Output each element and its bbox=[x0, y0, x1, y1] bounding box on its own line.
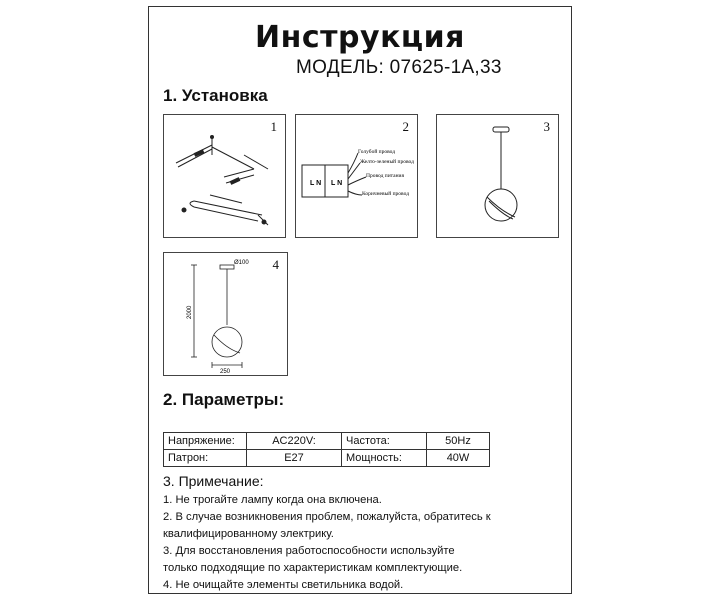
note-line: 1. Не трогайте лампу когда она включена. bbox=[163, 494, 382, 506]
figure-number: 3 bbox=[543, 119, 550, 134]
figure-number: 4 bbox=[272, 257, 279, 272]
param-label: Мощность: bbox=[342, 450, 427, 467]
param-value: 40W bbox=[427, 450, 490, 467]
notes-heading: 3. Примечание: bbox=[163, 473, 264, 489]
figure-4-dimensions bbox=[163, 252, 288, 376]
wire-label-blue: Голубой провод bbox=[358, 149, 396, 155]
param-label: Частота: bbox=[342, 433, 427, 450]
wire-label-yellow-green: Желто-зеленый провод bbox=[360, 159, 414, 165]
dimension-width: 250 bbox=[220, 369, 231, 375]
terminal-mark-left: L N bbox=[310, 180, 322, 187]
param-value: E27 bbox=[247, 450, 342, 467]
note-line: квалифицированному электрику. bbox=[163, 528, 334, 540]
parameters-table bbox=[163, 432, 490, 467]
bracket-drawing bbox=[164, 115, 287, 239]
figure-1-mounting-bracket bbox=[163, 114, 286, 238]
note-line: 2. В случае возникновения проблем, пожалуйста, обратитесь к bbox=[163, 511, 491, 523]
figure-3-pendant-lamp bbox=[436, 114, 559, 238]
param-label: Напряжение: bbox=[164, 433, 247, 450]
figure-2-wiring bbox=[295, 114, 418, 238]
installation-heading: 1. Установка bbox=[163, 86, 268, 105]
note-line: 4. Не очищайте элементы светильника водой. bbox=[163, 579, 404, 591]
table-row bbox=[164, 450, 490, 467]
model-number: МОДЕЛЬ: 07625-1A,33 bbox=[296, 57, 502, 78]
note-line: 3. Для восстановления работоспособности используйте bbox=[163, 545, 455, 557]
wire-label-brown: Коричневый провод bbox=[362, 191, 409, 197]
dimension-diameter: Ø100 bbox=[234, 260, 249, 266]
param-label: Патрон: bbox=[164, 450, 247, 467]
figure-number: 1 bbox=[270, 119, 277, 134]
table-row bbox=[164, 433, 490, 450]
param-value: 50Hz bbox=[427, 433, 490, 450]
terminal-mark-right: L N bbox=[331, 180, 343, 187]
document-title: Инструкция bbox=[255, 20, 465, 55]
parameters-heading: 2. Параметры: bbox=[163, 390, 285, 409]
wire-label-power: Провод питания bbox=[366, 173, 405, 179]
param-value: AC220V: bbox=[247, 433, 342, 450]
dimensions-drawing bbox=[164, 253, 289, 377]
notes-list bbox=[163, 492, 563, 594]
pendant-drawing bbox=[437, 115, 560, 239]
figure-number: 2 bbox=[402, 119, 409, 134]
note-line: только подходящие по характеристикам комплектующие. bbox=[163, 562, 463, 574]
dimension-height: 2000 bbox=[187, 305, 193, 319]
wiring-drawing bbox=[296, 115, 419, 239]
